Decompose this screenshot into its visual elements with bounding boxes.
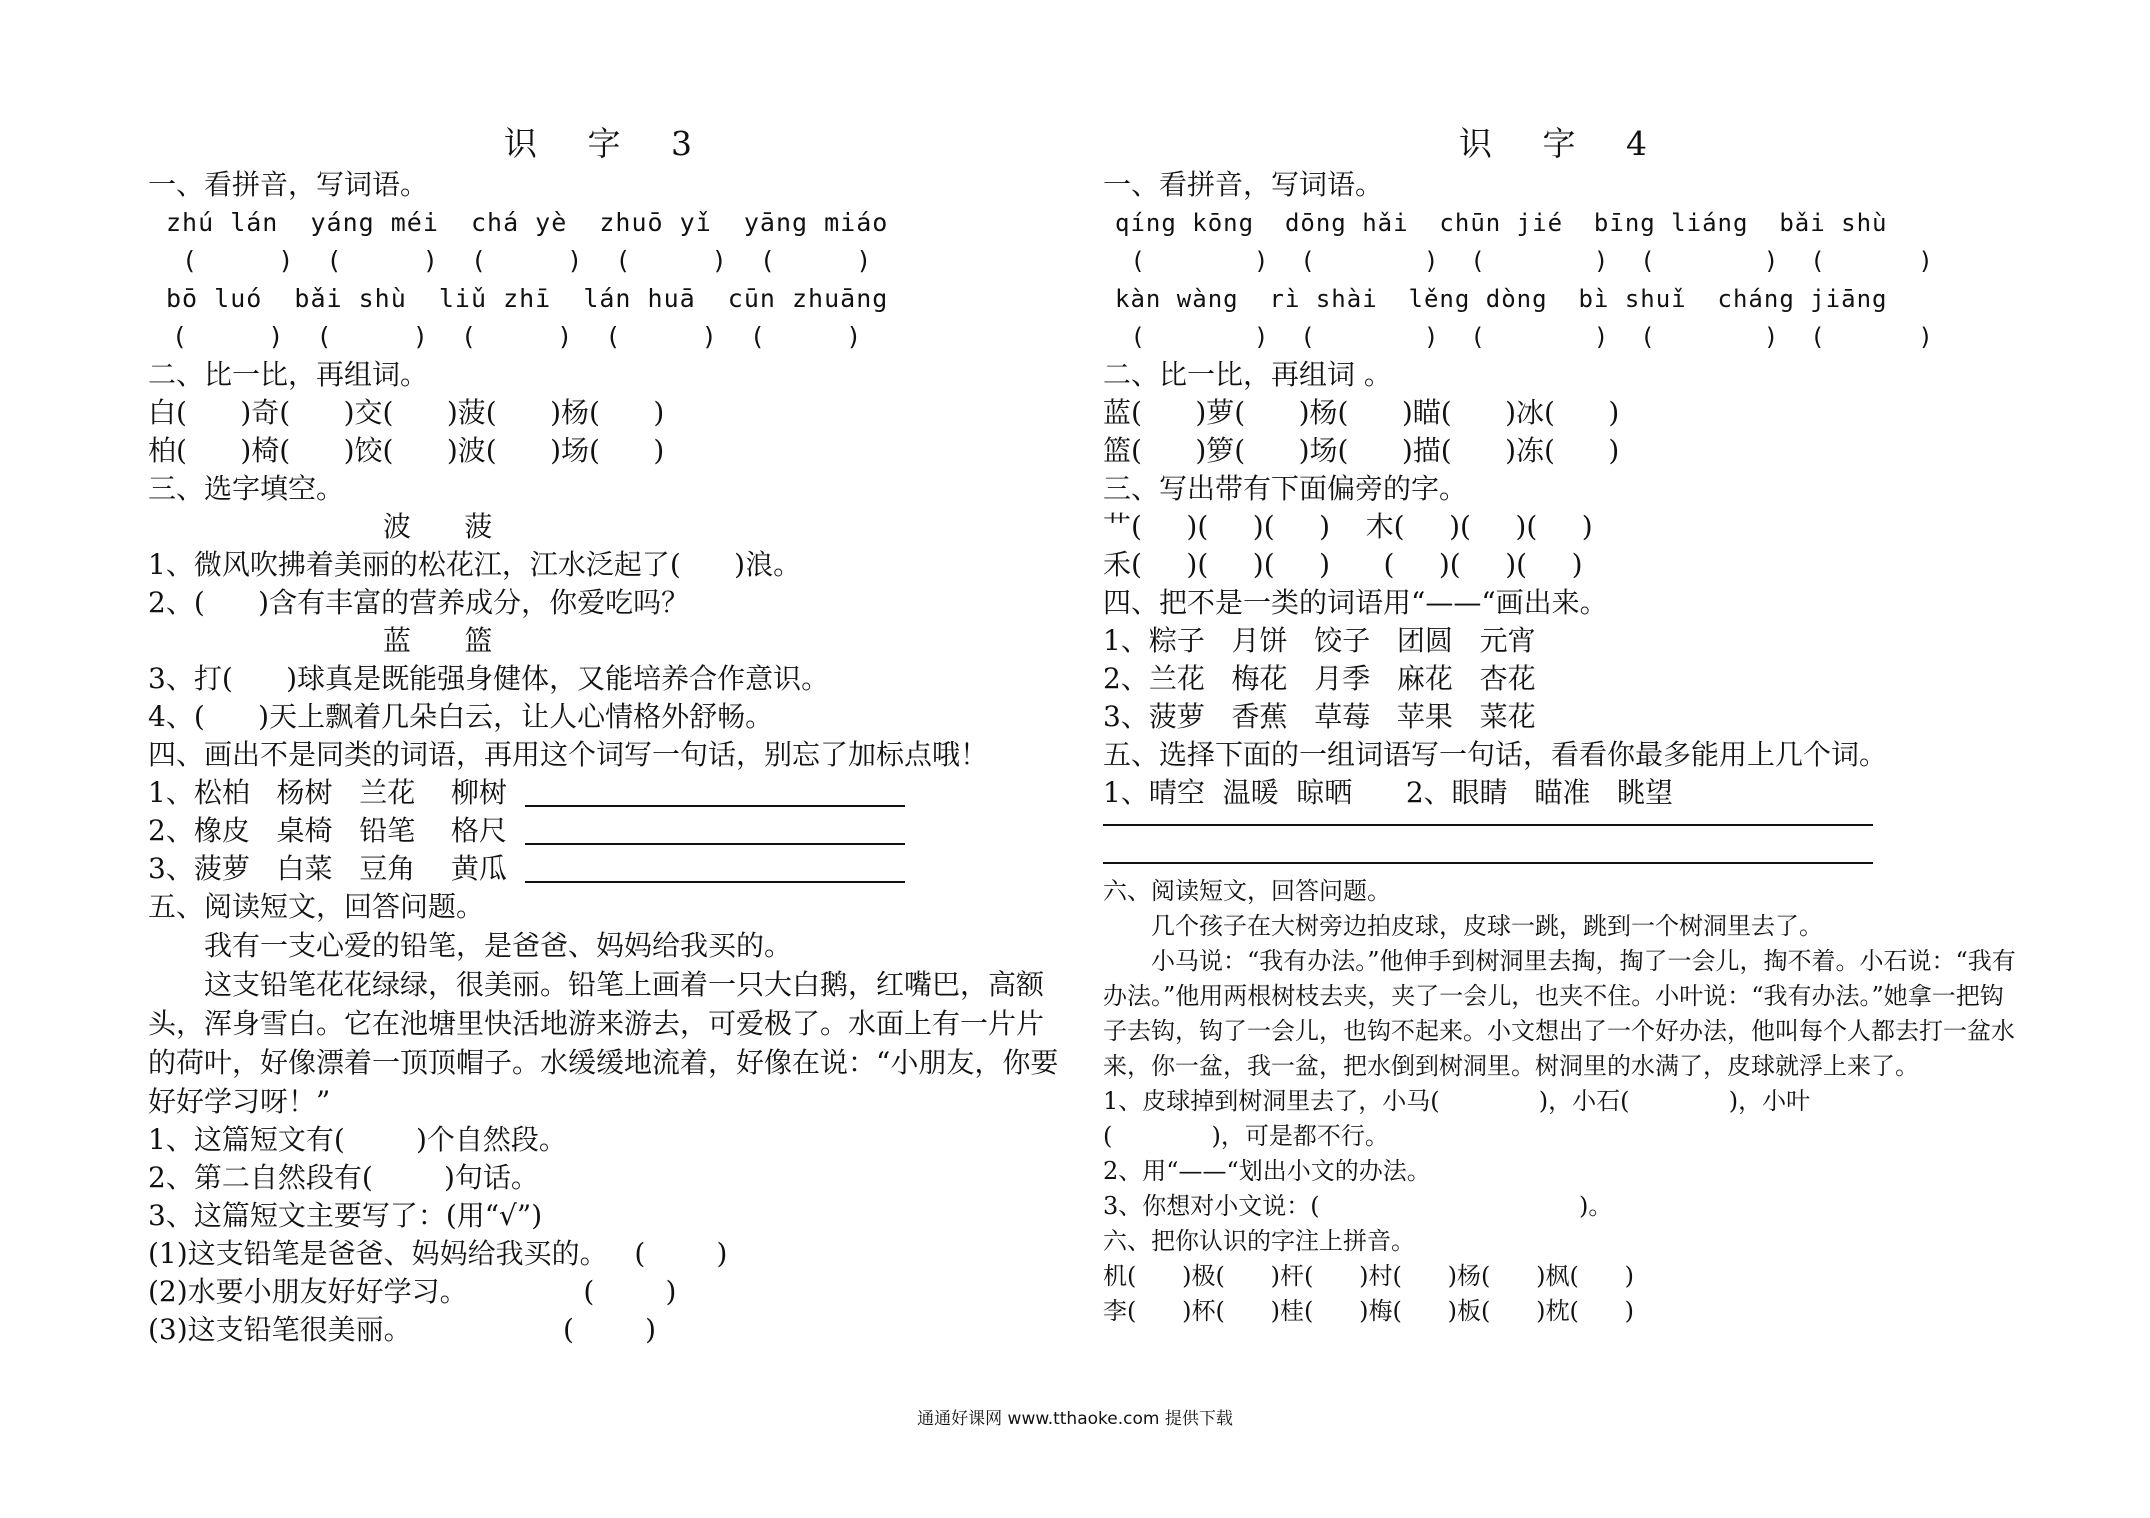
right-section7-heading: 六、把你认识的字注上拼音。 <box>1103 1227 1415 1255</box>
right-passage-paragraph-1: 几个孩子在大树旁边拍皮球，皮球一跳，跳到一个树洞里去了。 <box>1151 912 1823 940</box>
right-reading-question-1b: ( )，可是都不行。 <box>1103 1122 1389 1150</box>
left-compare-row-2: 柏( )椅( )饺( )波( )场( ) <box>148 434 665 467</box>
right-title: 识 字 4 <box>1459 124 1667 163</box>
left-choice-pair-1: 波 菠 <box>383 510 493 543</box>
left-section3-heading: 三、选字填空。 <box>148 472 345 505</box>
left-reading-question-2: 2、第二自然段有( )句话。 <box>148 1161 539 1194</box>
right-reading-question-1a: 1、皮球掉到树洞里去了，小马( )，小石( )，小叶 <box>1103 1087 1811 1115</box>
left-reading-option-1: (1)这支铅笔是爸爸、妈妈给我买的。 ( ) <box>148 1237 728 1270</box>
left-pinyin-row-1: zhú lán yáng méi chá yè zhuō yǐ yāng miáo <box>166 208 889 237</box>
left-section5-heading: 五、阅读短文，回答问题。 <box>148 890 485 923</box>
left-choice-pair-2: 蓝 篮 <box>383 624 493 657</box>
right-section5-heading: 五、选择下面的一组词语写一句话，看看你最多能用上几个词。 <box>1103 738 1888 771</box>
right-section6-heading: 六、阅读短文，回答问题。 <box>1103 877 1391 905</box>
answer-line <box>1103 862 1873 864</box>
answer-line <box>525 821 905 845</box>
right-worksheet <box>1103 118 2023 1329</box>
left-reading-question-3: 3、这篇短文主要写了：(用“√”) <box>148 1199 543 1232</box>
right-compare-row-2: 篮( )箩( )场( )描( )冻( ) <box>1103 434 1620 467</box>
answer-line <box>525 783 905 807</box>
left-pinyin-row-2: bō luó bǎi shù liǔ zhī lán huā cūn zhuāng <box>166 284 889 313</box>
left-section1-heading: 一、看拼音，写词语。 <box>148 168 429 201</box>
left-word-group-2: 2、橡皮 桌椅 铅笔 格尺 <box>148 812 1068 850</box>
left-passage-paragraph-2: 这支铅笔花花绿绿，很美丽。铅笔上画着一只大白鹅，红嘴巴，高额头，浑身雪白。它在池塘里快活地游来游去，可爱极了。水面上有一片片的荷叶，好像漂着一顶顶帽子。水缓缓地流着，好像在说：“小朋友，你要好好学习呀！” <box>148 968 1059 1118</box>
left-reading-question-1: 1、这篇短文有( )个自然段。 <box>148 1123 567 1156</box>
left-fill-question-2: 2、( )含有丰富的营养成分，你爱吃吗？ <box>148 586 690 619</box>
right-radical-row-2: 禾( )( )( ) ( )( )( ) <box>1103 548 1583 581</box>
left-fill-question-4: 4、( )天上飘着几朵白云，让人心情格外舒畅。 <box>148 700 774 733</box>
left-worksheet <box>148 118 1068 1349</box>
left-word-group-1: 1、松柏 杨树 兰花 柳树 <box>148 774 1068 812</box>
left-section4-heading: 四、画出不是同类的词语，再用这个词写一句话，别忘了加标点哦！ <box>148 738 989 771</box>
right-blank-row-1: ( ) ( ) ( ) ( ) ( ) <box>1115 247 1934 275</box>
left-title: 识 字 3 <box>504 124 712 163</box>
right-section3-heading: 三、写出带有下面偏旁的字。 <box>1103 472 1468 505</box>
right-section4-heading: 四、把不是一类的词语用“——“画出来。 <box>1103 586 1608 619</box>
right-pinyin-annotate-row-1: 机( )极( )杆( )村( )杨( )枫( ) <box>1103 1262 1634 1290</box>
right-word-group-3: 3、菠萝 香蕉 草莓 苹果 菜花 <box>1103 700 1536 733</box>
left-fill-question-1: 1、微风吹拂着美丽的松花江，江水泛起了( )浪。 <box>148 548 802 581</box>
left-word-group-3: 3、菠萝 白菜 豆角 黄瓜 <box>148 850 1068 888</box>
right-word-choices: 1、晴空 温暖 晾晒 2、眼睛 瞄准 眺望 <box>1103 776 1674 809</box>
footer-credit: 通通好课网 www.tthaoke.com 提供下载 <box>917 1409 1233 1429</box>
right-section1-heading: 一、看拼音，写词语。 <box>1103 168 1384 201</box>
left-blank-row-2: ( ) ( ) ( ) ( ) ( ) <box>156 322 863 351</box>
right-radical-row-1: 艹( )( )( ) 木( )( )( ) <box>1103 510 1593 543</box>
left-reading-option-2: (2)水要小朋友好好学习。 ( ) <box>148 1275 677 1308</box>
right-pinyin-annotate-row-2: 李( )杯( )桂( )梅( )板( )枕( ) <box>1103 1297 1634 1325</box>
answer-line <box>525 859 905 883</box>
left-section2-heading: 二、比一比，再组词。 <box>148 358 429 391</box>
left-passage-paragraph-1: 我有一支心爱的铅笔，是爸爸、妈妈给我买的。 <box>204 929 793 962</box>
left-blank-row-1: ( ) ( ) ( ) ( ) ( ) <box>166 246 873 275</box>
right-word-group-2: 2、兰花 梅花 月季 麻花 杏花 <box>1103 662 1536 695</box>
right-word-group-1: 1、粽子 月饼 饺子 团圆 元宵 <box>1103 624 1536 657</box>
right-blank-row-2: ( ) ( ) ( ) ( ) ( ) <box>1115 323 1934 351</box>
right-passage-paragraph-2: 小马说：“我有办法。”他伸手到树洞里去掏，掏了一会儿，掏不着。小石说：“我有办法。”他用两根树枝去夹，夹了一会儿，也夹不住。小叶说：“我有办法。”她拿一把钩子去钩，钩了一会儿，也钩不起来。小文想出了一个好办法，他叫每个人都去打一盆水来，你一盆，我一盆，把水倒到树洞里。树洞里的水满了，皮球就浮上来了。 <box>1103 947 2016 1080</box>
left-reading-option-3: (3)这支铅笔很美丽。 ( ) <box>148 1313 657 1346</box>
left-fill-question-3: 3、打( )球真是既能强身健体，又能培养合作意识。 <box>148 662 830 695</box>
right-pinyin-row-2: kàn wàng rì shài lěng dòng bì shuǐ cháng jiāng <box>1115 285 1888 313</box>
left-compare-row-1: 白( )奇( )交( )菠( )杨( ) <box>148 396 665 429</box>
right-compare-row-1: 蓝( )萝( )杨( )瞄( )冰( ) <box>1103 396 1620 429</box>
right-reading-question-2: 2、用“——“划出小文的办法。 <box>1103 1157 1431 1185</box>
right-section2-heading: 二、比一比，再组词 。 <box>1103 358 1392 391</box>
answer-line <box>1103 824 1873 826</box>
right-pinyin-row-1: qíng kōng dōng hǎi chūn jié bīng liáng bǎi shù <box>1115 209 1888 237</box>
right-reading-question-3: 3、你想对小文说：( )。 <box>1103 1192 1613 1220</box>
